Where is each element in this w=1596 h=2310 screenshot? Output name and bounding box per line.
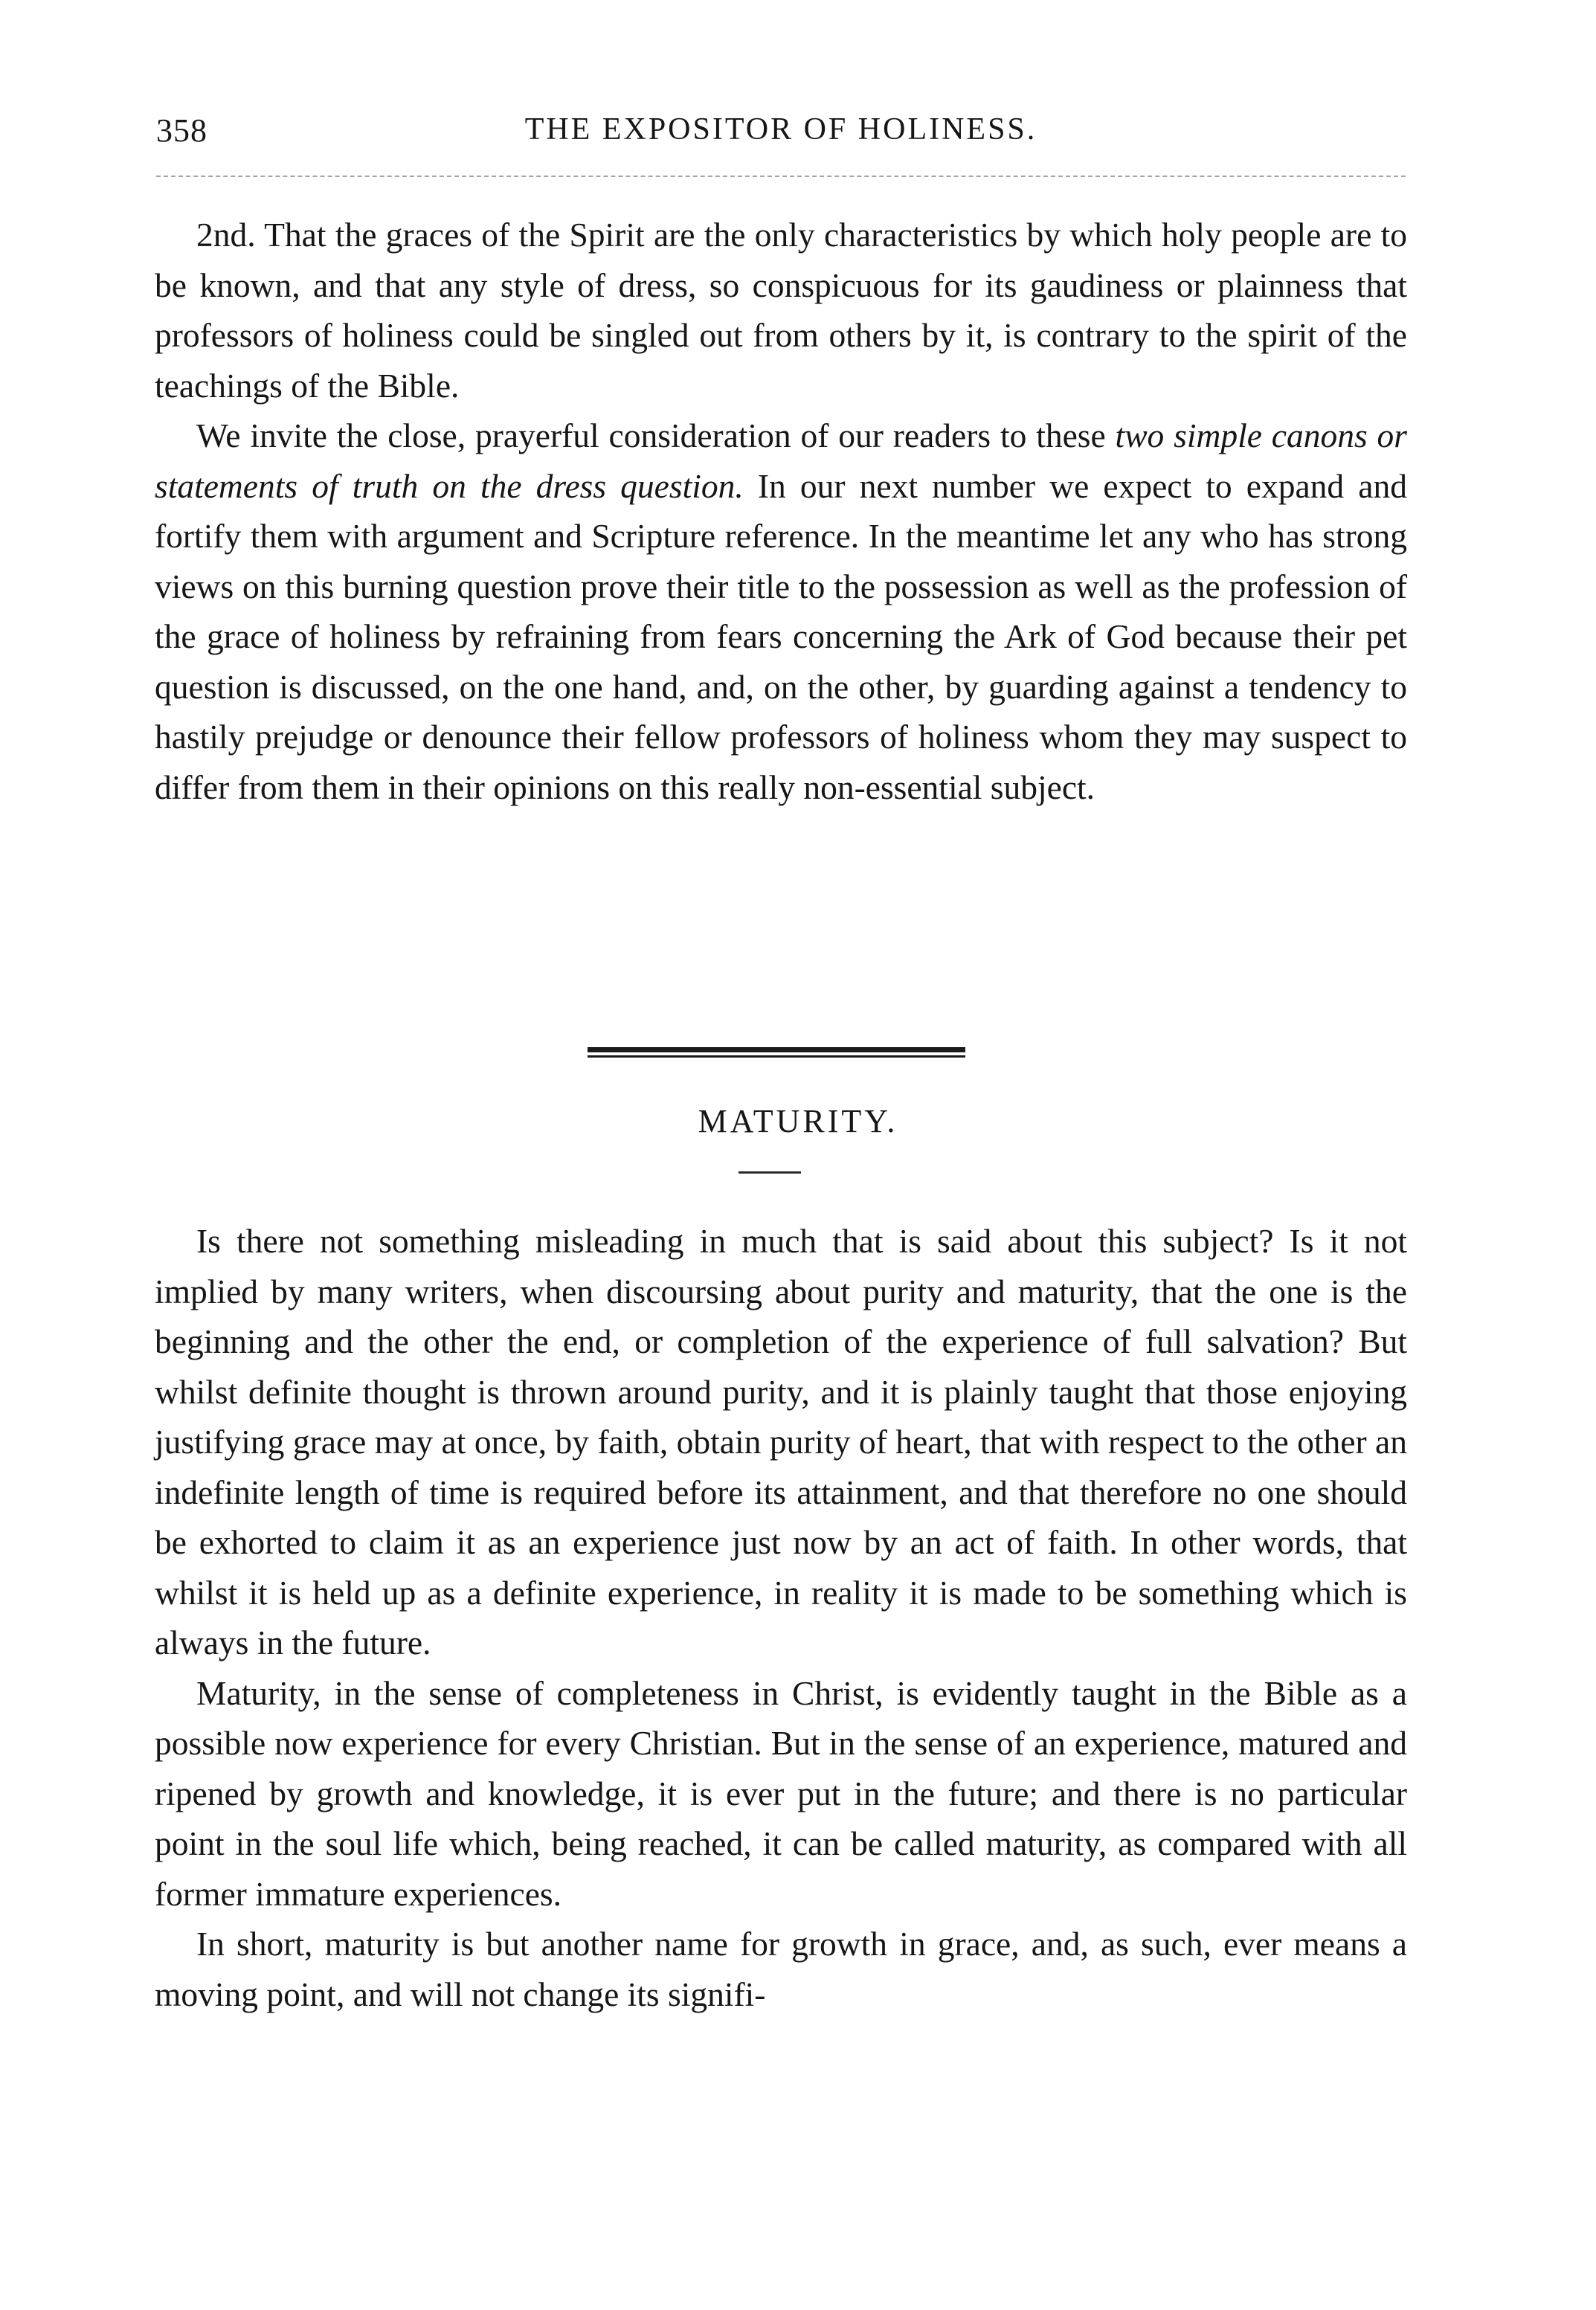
header-rule bbox=[156, 176, 1406, 177]
paragraph: Maturity, in the sense of completeness in Christ, is evidently taught in the Bible as a possible now experience for every Christian. But in the sense of an experience, matured and ripened by growth and knowledge, it is ever put in the future; and there is no particular point in the soul life which, being reached, it can be called maturity, as compared with all former immature experiences. bbox=[155, 1673, 1407, 1913]
italic-emphasis: two simple canons or statements of truth on the dress question. bbox=[155, 416, 1407, 505]
heading-underline-rule bbox=[739, 1171, 801, 1174]
paragraph: In short, maturity is but another name for growth in grace, and, as such, ever means a moving point, and will not change its signifi- bbox=[155, 1925, 1407, 2013]
dress-question-section bbox=[155, 210, 1407, 812]
divider-thin-line bbox=[588, 1055, 965, 1058]
running-title: THE EXPOSITOR OF HOLINESS. bbox=[524, 112, 1037, 147]
section-divider bbox=[588, 1047, 965, 1061]
paragraph: Is there not something misleading in much that is said about this subject? Is it not implied by many writers, when discoursing about purity and maturity, that the one is the beginning and the other the end, or completion of the experience of full salvation? But whilst definite thought is thrown around purity, and it is plainly taught that those enjoying justifying grace may at once, by faith, obtain purity of heart, that with respect to the other an indefinite length of time is required before its attainment, and that therefore no one should be exhorted to claim it as an experience just now by an act of faith. In other words, that whilst it is held up as a definite experience, in reality it is made to be something which is always in the future. bbox=[155, 1222, 1407, 1661]
paragraph-text: We invite the close, prayerful consideration of our readers to these bbox=[196, 416, 1116, 454]
maturity-section bbox=[155, 1216, 1407, 2019]
paragraph: 2nd. That the graces of the Spirit are the only characteristics by which holy people are to be known, and that any style of dress, so conspicuous for its gaudiness or plainness that professors of holiness could be singled out from others by it, is contrary to the spirit of the teachings of the Bible. bbox=[155, 216, 1407, 405]
running-head bbox=[156, 112, 1406, 156]
section-heading: MATURITY. bbox=[698, 1103, 898, 1139]
paragraph bbox=[155, 411, 1407, 812]
divider-thick-line bbox=[588, 1047, 965, 1052]
page-number: 358 bbox=[156, 112, 207, 149]
paragraph-text: In our next number we expect to expand and fortify them with argument and Scripture reference. In the meantime let any who has strong views on this burning question prove their title to the possession as well as the profession of the grace of holiness by refraining from fears concerning the Ark of God because their pet question is discussed, on the one hand, and, on the other, by guarding against a tendency to hastily prejudge or denounce their fellow professors of holiness whom they may suspect to differ from them in their opinions on this really non-essential subject. bbox=[155, 466, 1407, 806]
